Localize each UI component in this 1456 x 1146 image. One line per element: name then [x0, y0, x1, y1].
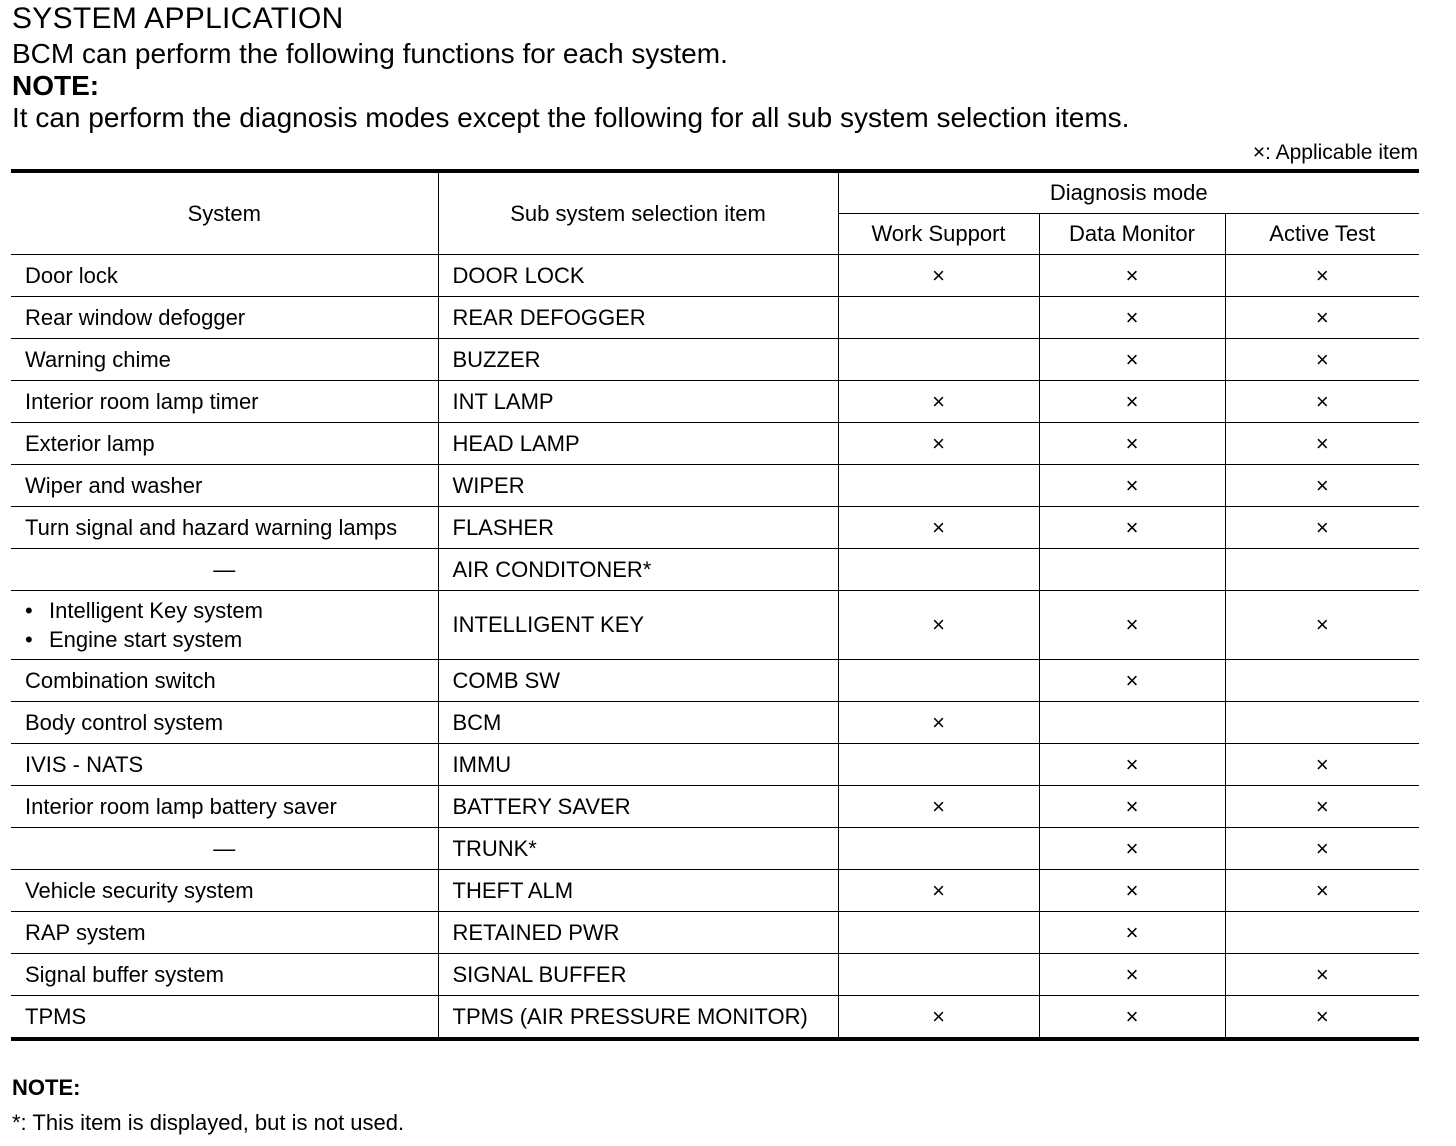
- data-monitor-cell: ×: [1039, 423, 1225, 465]
- data-monitor-cell: ×: [1039, 297, 1225, 339]
- system-cell: TPMS: [11, 996, 438, 1040]
- table-row: [11, 870, 1419, 912]
- table-row: [11, 954, 1419, 996]
- system-cell: [11, 591, 438, 660]
- system-cell: Turn signal and hazard warning lamps: [11, 507, 438, 549]
- system-cell: —: [11, 828, 438, 870]
- system-cell: IVIS - NATS: [11, 744, 438, 786]
- sub-system-cell: BCM: [438, 702, 838, 744]
- active-test-cell: ×: [1225, 381, 1419, 423]
- sub-system-cell: INTELLIGENT KEY: [438, 591, 838, 660]
- system-bullet-item: [25, 625, 424, 654]
- system-cell: Interior room lamp timer: [11, 381, 438, 423]
- sub-system-cell: TPMS (AIR PRESSURE MONITOR): [438, 996, 838, 1040]
- work-support-cell: [838, 297, 1039, 339]
- data-monitor-cell: ×: [1039, 255, 1225, 297]
- data-monitor-cell: ×: [1039, 954, 1225, 996]
- work-support-cell: ×: [838, 381, 1039, 423]
- system-cell: Exterior lamp: [11, 423, 438, 465]
- sub-system-cell: RETAINED PWR: [438, 912, 838, 954]
- legend-text: ×: Applicable item: [1252, 141, 1418, 164]
- sub-system-cell: BUZZER: [438, 339, 838, 381]
- data-monitor-cell: [1039, 549, 1225, 591]
- sub-system-cell: REAR DEFOGGER: [438, 297, 838, 339]
- system-cell: Wiper and washer: [11, 465, 438, 507]
- work-support-cell: ×: [838, 786, 1039, 828]
- system-cell: Interior room lamp battery saver: [11, 786, 438, 828]
- table-row: [11, 702, 1419, 744]
- header-system: System: [11, 171, 438, 255]
- system-bullet-item: [25, 596, 424, 625]
- data-monitor-cell: [1039, 702, 1225, 744]
- system-bullet-label: Intelligent Key system: [49, 598, 263, 623]
- active-test-cell: ×: [1225, 591, 1419, 660]
- sub-system-cell: DOOR LOCK: [438, 255, 838, 297]
- sub-system-cell: AIR CONDITONER*: [438, 549, 838, 591]
- system-cell: Rear window defogger: [11, 297, 438, 339]
- active-test-cell: ×: [1225, 255, 1419, 297]
- system-cell: RAP system: [11, 912, 438, 954]
- data-monitor-cell: ×: [1039, 786, 1225, 828]
- work-support-cell: ×: [838, 507, 1039, 549]
- active-test-cell: ×: [1225, 786, 1419, 828]
- table-row: [11, 591, 1419, 660]
- table-row: [11, 507, 1419, 549]
- active-test-cell: ×: [1225, 870, 1419, 912]
- header-active-test: Active Test: [1225, 214, 1419, 255]
- work-support-cell: ×: [838, 591, 1039, 660]
- table-row: [11, 423, 1419, 465]
- intro-text: BCM can perform the following functions for each system.: [12, 38, 728, 69]
- system-cell: Warning chime: [11, 339, 438, 381]
- system-bullet-list: [25, 596, 424, 654]
- table-row: [11, 465, 1419, 507]
- note-text: It can perform the diagnosis modes except the following for all sub system selection items.: [12, 102, 1130, 133]
- table-row: [11, 549, 1419, 591]
- table-row: [11, 786, 1419, 828]
- data-monitor-cell: ×: [1039, 660, 1225, 702]
- header-diagnosis-mode: Diagnosis mode: [838, 171, 1419, 214]
- work-support-cell: ×: [838, 702, 1039, 744]
- work-support-cell: [838, 465, 1039, 507]
- sub-system-cell: SIGNAL BUFFER: [438, 954, 838, 996]
- active-test-cell: ×: [1225, 423, 1419, 465]
- system-cell: Signal buffer system: [11, 954, 438, 996]
- work-support-cell: [838, 828, 1039, 870]
- system-cell: Door lock: [11, 255, 438, 297]
- work-support-cell: ×: [838, 423, 1039, 465]
- work-support-cell: [838, 549, 1039, 591]
- sub-system-cell: INT LAMP: [438, 381, 838, 423]
- work-support-cell: [838, 912, 1039, 954]
- table-row: [11, 339, 1419, 381]
- sub-system-cell: TRUNK*: [438, 828, 838, 870]
- data-monitor-cell: ×: [1039, 870, 1225, 912]
- work-support-cell: [838, 660, 1039, 702]
- active-test-cell: [1225, 702, 1419, 744]
- data-monitor-cell: ×: [1039, 744, 1225, 786]
- active-test-cell: ×: [1225, 744, 1419, 786]
- data-monitor-cell: ×: [1039, 465, 1225, 507]
- table-row: [11, 297, 1419, 339]
- data-monitor-cell: ×: [1039, 828, 1225, 870]
- table-row: [11, 912, 1419, 954]
- system-cell: —: [11, 549, 438, 591]
- work-support-cell: ×: [838, 996, 1039, 1040]
- system-cell: Body control system: [11, 702, 438, 744]
- active-test-cell: [1225, 912, 1419, 954]
- data-monitor-cell: ×: [1039, 591, 1225, 660]
- table-row: [11, 255, 1419, 297]
- active-test-cell: [1225, 549, 1419, 591]
- note-heading: NOTE:: [12, 70, 100, 101]
- sub-system-cell: WIPER: [438, 465, 838, 507]
- data-monitor-cell: ×: [1039, 381, 1225, 423]
- active-test-cell: [1225, 660, 1419, 702]
- active-test-cell: ×: [1225, 996, 1419, 1040]
- table-row: [11, 996, 1419, 1040]
- footnote-text: *: This item is displayed, but is not used.: [12, 1110, 405, 1135]
- sub-system-cell: HEAD LAMP: [438, 423, 838, 465]
- active-test-cell: ×: [1225, 507, 1419, 549]
- sub-system-cell: IMMU: [438, 744, 838, 786]
- table-body: [11, 255, 1419, 1040]
- data-monitor-cell: ×: [1039, 996, 1225, 1040]
- data-monitor-cell: ×: [1039, 507, 1225, 549]
- sub-system-cell: THEFT ALM: [438, 870, 838, 912]
- table-row: [11, 660, 1419, 702]
- work-support-cell: [838, 954, 1039, 996]
- table-row: [11, 744, 1419, 786]
- data-monitor-cell: ×: [1039, 339, 1225, 381]
- work-support-cell: ×: [838, 870, 1039, 912]
- system-cell: Combination switch: [11, 660, 438, 702]
- active-test-cell: ×: [1225, 828, 1419, 870]
- sub-system-cell: COMB SW: [438, 660, 838, 702]
- table-row: [11, 828, 1419, 870]
- system-cell: Vehicle security system: [11, 870, 438, 912]
- active-test-cell: ×: [1225, 954, 1419, 996]
- data-monitor-cell: ×: [1039, 912, 1225, 954]
- work-support-cell: ×: [838, 255, 1039, 297]
- active-test-cell: ×: [1225, 297, 1419, 339]
- header-data-monitor: Data Monitor: [1039, 214, 1225, 255]
- table-row: [11, 381, 1419, 423]
- footnote-heading: NOTE:: [12, 1075, 81, 1100]
- header-work-support: Work Support: [838, 214, 1039, 255]
- active-test-cell: ×: [1225, 339, 1419, 381]
- work-support-cell: [838, 744, 1039, 786]
- sub-system-cell: FLASHER: [438, 507, 838, 549]
- work-support-cell: [838, 339, 1039, 381]
- active-test-cell: ×: [1225, 465, 1419, 507]
- system-bullet-label: Engine start system: [49, 627, 243, 652]
- page-title: SYSTEM APPLICATION: [12, 2, 344, 35]
- system-application-table: [11, 169, 1419, 1041]
- header-sub-system: Sub system selection item: [438, 171, 838, 255]
- sub-system-cell: BATTERY SAVER: [438, 786, 838, 828]
